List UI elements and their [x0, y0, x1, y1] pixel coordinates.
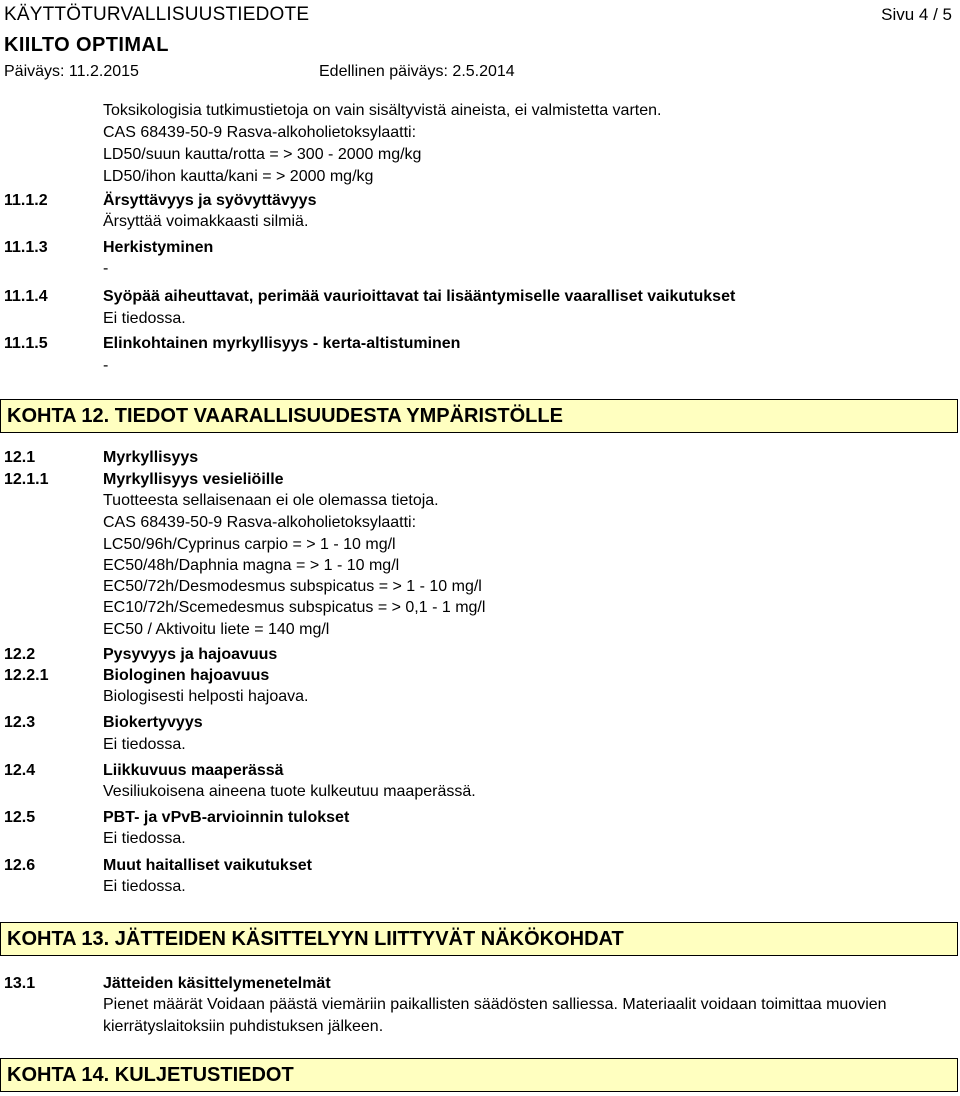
- previous-date: Edellinen päiväys: 2.5.2014: [319, 63, 515, 80]
- subsection-title: Liikkuvuus maaperässä: [103, 762, 284, 779]
- section-13-heading: KOHTA 13. JÄTTEIDEN KÄSITTELYYN LIITTYVÄT NÄKÖKOHDAT: [0, 922, 958, 956]
- subsection-title: Myrkyllisyys vesieliöille: [103, 471, 284, 488]
- document-type-title: KÄYTTÖTURVALLISUUSTIEDOTE: [4, 4, 310, 25]
- subsection-number: 12.5: [4, 809, 36, 826]
- subsection-number: 11.1.2: [4, 192, 48, 209]
- subsection-title: Biologinen hajoavuus: [103, 667, 270, 684]
- subsection-title: Myrkyllisyys: [103, 449, 199, 466]
- section-12-heading: KOHTA 12. TIEDOT VAARALLISUUDESTA YMPÄRISTÖLLE: [0, 399, 958, 433]
- subsection-number: 12.2: [4, 646, 36, 663]
- subsection-title: Herkistyminen: [103, 239, 214, 256]
- subsection-number: 11.1.4: [4, 288, 48, 305]
- page-number: Sivu 4 / 5: [881, 5, 952, 24]
- subsection-number: 11.1.3: [4, 239, 48, 256]
- subsection-number: 12.3: [4, 714, 36, 731]
- subsection-number: 11.1.5: [4, 335, 48, 352]
- subsection-title: Syöpää aiheuttavat, perimää vaurioittavat tai lisääntymiselle vaaralliset vaikutukset: [103, 288, 736, 305]
- section-14-heading: KOHTA 14. KULJETUSTIEDOT: [0, 1058, 958, 1092]
- subsection-title: Muut haitalliset vaikutukset: [103, 857, 312, 874]
- subsection-number: 13.1: [4, 975, 36, 992]
- subsection-title: Ärsyttävyys ja syövyttävyys: [103, 192, 317, 209]
- subsection-title: Biokertyvyys: [103, 714, 203, 731]
- subsection-number: 12.2.1: [4, 667, 49, 684]
- subsection-title: PBT- ja vPvB-arvioinnin tulokset: [103, 809, 350, 826]
- subsection-number: 12.6: [4, 857, 36, 874]
- subsection-title: Jätteiden käsittelymenetelmät: [103, 975, 331, 992]
- subsection-title: Elinkohtainen myrkyllisyys - kerta-altistuminen: [103, 335, 461, 352]
- subsection-number: 12.4: [4, 762, 36, 779]
- issue-date: Päiväys: 11.2.2015: [4, 63, 139, 80]
- product-name: KIILTO OPTIMAL: [4, 34, 169, 56]
- subsection-number: 12.1: [4, 449, 36, 466]
- subsection-number: 12.1.1: [4, 471, 49, 488]
- subsection-title: Pysyvyys ja hajoavuus: [103, 646, 278, 663]
